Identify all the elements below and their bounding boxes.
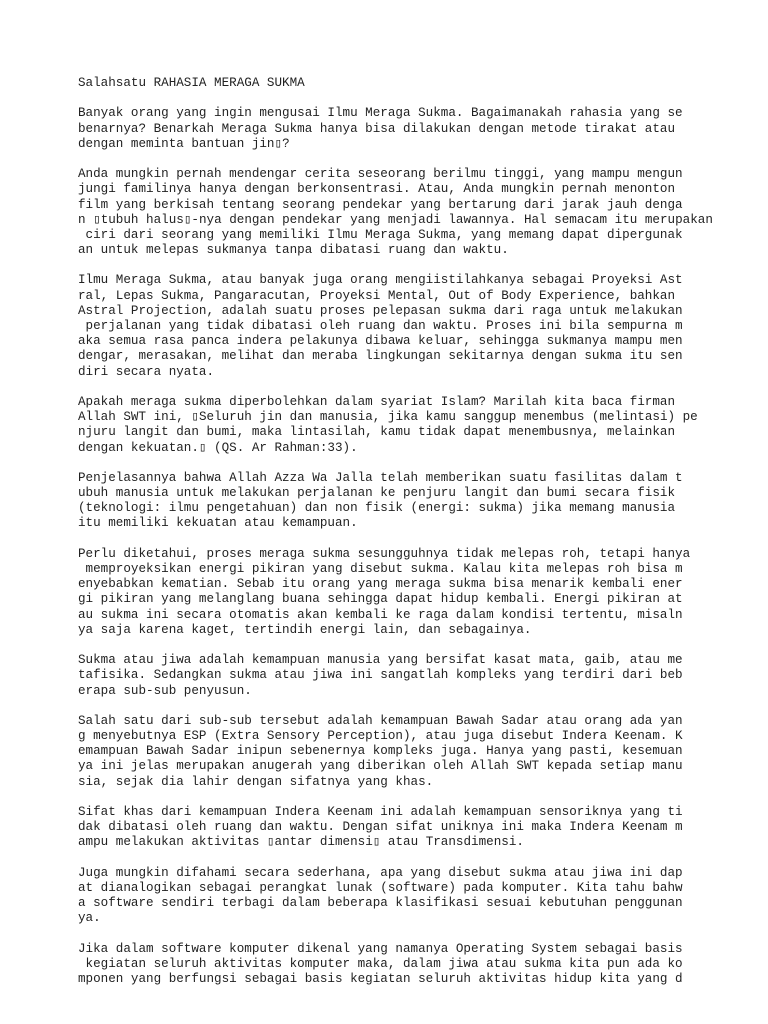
text-line: a software sendiri terbagi dalam beberapa klasifikasi sesuai kebutuhan penggunan xyxy=(78,896,683,911)
paragraph xyxy=(78,167,758,258)
text-line: Ilmu Meraga Sukma, atau banyak juga orang mengiistilahkanya sebagai Proyeksi Ast xyxy=(78,273,683,288)
text-line: n ▯tubuh halus▯-nya dengan pendekar yang menjadi lawannya. Hal semacam itu merupakan xyxy=(78,212,713,227)
document-title: Salahsatu RAHASIA MERAGA SUKMA xyxy=(78,76,305,90)
text-line: ya. xyxy=(78,911,101,926)
text-line: dengan meminta bantuan jin▯? xyxy=(78,136,290,151)
paragraph xyxy=(78,653,758,699)
text-line: Astral Projection, adalah suatu proses pelepasan sukma dari raga untuk melakukan xyxy=(78,303,683,318)
document-body xyxy=(78,106,758,987)
text-line: at dianalogikan sebagai perangkat lunak (software) pada komputer. Kita tahu bahw xyxy=(78,880,683,895)
text-line: ral, Lepas Sukma, Pangaracutan, Proyeksi Mental, Out of Body Experience, bahkan xyxy=(78,288,676,303)
paragraph xyxy=(78,805,758,851)
paragraph xyxy=(78,942,758,988)
text-line: diri secara nyata. xyxy=(78,364,215,379)
text-line: ubuh manusia untuk melakukan perjalanan ke penjuru langit dan bumi secara fisik xyxy=(78,486,676,501)
text-line: enyebabkan kematian. Sebab itu orang yang meraga sukma bisa menarik kembali ener xyxy=(78,577,683,592)
text-line: sia, sejak dia lahir dengan sifatnya yang khas. xyxy=(78,774,434,789)
text-line: kegiatan seluruh aktivitas komputer maka, dalam jiwa atau sukma kita pun ada ko xyxy=(78,956,683,971)
text-line: an untuk melepas sukmanya tanpa dibatasi ruang dan waktu. xyxy=(78,243,509,258)
text-line: au sukma ini secara otomatis akan kembali ke raga dalam kondisi tertentu, misaln xyxy=(78,607,683,622)
document-page xyxy=(78,76,758,1002)
text-line: itu memiliki kekuatan atau kemampuan. xyxy=(78,516,358,531)
text-line: Apakah meraga sukma diperbolehkan dalam syariat Islam? Marilah kita baca firman xyxy=(78,394,676,409)
paragraph xyxy=(78,106,758,152)
text-line: film yang berkisah tentang seorang pendekar yang bertarung dari jarak jauh denga xyxy=(78,197,683,212)
text-line: dengar, merasakan, melihat dan meraba lingkungan sekitarnya dengan sukma itu sen xyxy=(78,349,683,364)
text-line: jungi familinya hanya dengan berkonsentrasi. Atau, Anda mungkin pernah menonton xyxy=(78,182,676,197)
text-line: Juga mungkin difahami secara sederhana, apa yang disebut sukma atau jiwa ini dap xyxy=(78,865,683,880)
text-line: Anda mungkin pernah mendengar cerita seseorang berilmu tinggi, yang mampu mengun xyxy=(78,167,683,182)
paragraph xyxy=(78,471,758,532)
paragraph xyxy=(78,714,758,790)
text-line: ciri dari seorang yang memiliki Ilmu Meraga Sukma, yang memang dapat dipergunak xyxy=(78,227,683,242)
paragraph xyxy=(78,395,758,456)
text-line: emampuan Bawah Sadar inipun sebenernya kompleks juga. Hanya yang pasti, kesemuan xyxy=(78,744,683,759)
paragraph xyxy=(78,866,758,927)
paragraph xyxy=(78,547,758,638)
paragraph xyxy=(78,273,758,379)
text-line: (teknologi: ilmu pengetahuan) dan non fisik (energi: sukma) jika memang manusia xyxy=(78,501,676,516)
text-line: Salah satu dari sub-sub tersebut adalah kemampuan Bawah Sadar atau orang ada yan xyxy=(78,713,683,728)
text-line: njuru langit dan bumi, maka lintasilah, kamu tidak dapat menembusnya, melainkan xyxy=(78,425,676,440)
text-line: Penjelasannya bahwa Allah Azza Wa Jalla telah memberikan suatu fasilitas dalam t xyxy=(78,470,683,485)
text-line: ya ini jelas merupakan anugerah yang diberikan oleh Allah SWT kepada setiap manu xyxy=(78,759,683,774)
text-line: ampu melakukan aktivitas ▯antar dimensi▯ atau Transdimensi. xyxy=(78,835,524,850)
text-line: benarnya? Benarkah Meraga Sukma hanya bisa dilakukan dengan metode tirakat atau xyxy=(78,121,676,136)
text-line: aka semua rasa panca indera pelakunya dibawa keluar, sehingga sukmanya mampu men xyxy=(78,334,683,349)
text-line: perjalanan yang tidak dibatasi oleh ruang dan waktu. Proses ini bila sempurna m xyxy=(78,319,683,334)
text-line: Sifat khas dari kemampuan Indera Keenam ini adalah kemampuan sensoriknya yang ti xyxy=(78,805,683,820)
text-line: dengan kekuatan.▯ (QS. Ar Rahman:33). xyxy=(78,440,358,455)
text-line: erapa sub-sub penyusun. xyxy=(78,683,252,698)
text-line: memproyeksikan energi pikiran yang disebut sukma. Kalau kita melepas roh bisa m xyxy=(78,562,683,577)
text-line: gi pikiran yang melanglang buana sehingga dapat hidup kembali. Energi pikiran at xyxy=(78,592,683,607)
text-line: Sukma atau jiwa adalah kemampuan manusia yang bersifat kasat mata, gaib, atau me xyxy=(78,653,683,668)
text-line: Banyak orang yang ingin mengusai Ilmu Meraga Sukma. Bagaimanakah rahasia yang se xyxy=(78,106,683,121)
text-line: g menyebutnya ESP (Extra Sensory Perception), atau juga disebut Indera Keenam. K xyxy=(78,729,683,744)
text-line: tafisika. Sedangkan sukma atau jiwa ini sangatlah kompleks yang terdiri dari beb xyxy=(78,668,683,683)
text-line: dak dibatasi oleh ruang dan waktu. Dengan sifat uniknya ini maka Indera Keenam m xyxy=(78,820,683,835)
text-line: mponen yang berfungsi sebagai basis kegiatan seluruh aktivitas hidup kita yang d xyxy=(78,972,683,987)
text-line: ya saja karena kaget, tertindih energi lain, dan sebagainya. xyxy=(78,622,532,637)
text-line: Jika dalam software komputer dikenal yang namanya Operating System sebagai basis xyxy=(78,941,683,956)
text-line: Perlu diketahui, proses meraga sukma sesungguhnya tidak melepas roh, tetapi hanya xyxy=(78,546,691,561)
text-line: Allah SWT ini, ▯Seluruh jin dan manusia, jika kamu sanggup menembus (melintasi) pe xyxy=(78,410,698,425)
